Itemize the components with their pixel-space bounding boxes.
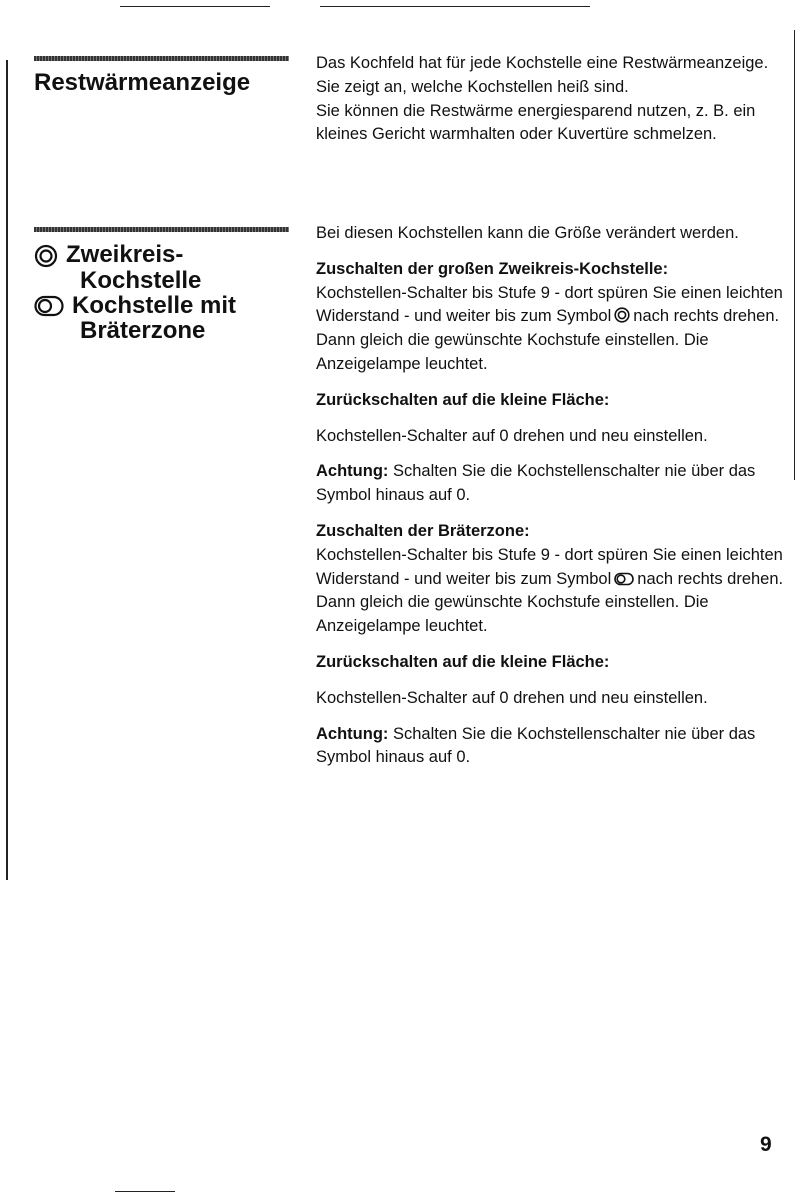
heading-text: Kochstelle: [80, 266, 202, 294]
heading-zweikreis-kochstelle: [34, 242, 236, 343]
scan-edge-left: [6, 60, 8, 880]
heading-text: Kochstelle mit: [72, 291, 237, 319]
paragraph: Kochstellen-Schalter bis Stufe 9 - dort spüren Sie einen leichten Widerstand - und weiter bis zum Symbol nach rechts drehen. Dann gleich die gewünschte Kochstufe einstellen. Die Anzeigelampe leuchtet.: [316, 545, 784, 636]
zweikreis-text: [316, 222, 786, 770]
warning-paragraph: Achtung: Schalten Sie die Kochstellenschalter nie über das Symbol hinaus auf 0.: [316, 724, 756, 767]
scan-edge-top: [120, 6, 270, 7]
subheading: Zurückschalten auf die kleine Fläche:: [316, 652, 610, 671]
heading-restwaermeanzeige: [34, 70, 250, 95]
dual-circuit-symbol-icon: [614, 307, 630, 323]
subheading: Zuschalten der Bräterzone:: [316, 521, 530, 540]
scan-edge-bottom: [115, 1191, 175, 1192]
scan-edge-top-right: [320, 6, 590, 7]
section-divider-restwaerme: [34, 56, 289, 61]
paragraph: Kochstellen-Schalter bis Stufe 9 - dort spüren Sie einen leichten Widerstand - und weiter bis zum Symbol nach rechts drehen. Dann gleich die gewünschte Kochstufe einstellen. Die Anzeigelampe leuchtet.: [316, 283, 783, 373]
subheading: Zurückschalten auf die kleine Fläche:: [316, 390, 610, 409]
paragraph: Sie können die Restwärme energiesparend nutzen, z. B. ein kleines Gericht warmhalten oder Kuvertüre schmelzen.: [316, 101, 756, 144]
scan-edge-right: [794, 30, 795, 480]
warning-paragraph: Achtung: Schalten Sie die Kochstellenschalter nie über das Symbol hinaus auf 0.: [316, 462, 756, 505]
intro-paragraph: Bei diesen Kochstellen kann die Größe verändert werden.: [316, 224, 739, 242]
restwaerme-text: [316, 52, 786, 147]
dual-circuit-symbol-icon: [34, 244, 58, 268]
paragraph: Kochstellen-Schalter auf 0 drehen und neu einstellen.: [316, 688, 708, 707]
roasting-zone-symbol-icon: [34, 295, 64, 317]
heading-text: Restwärmeanzeige: [34, 69, 251, 96]
paragraph: Das Kochfeld hat für jede Kochstelle eine Restwärmeanzeige. Sie zeigt an, welche Kochstellen heiß sind.: [316, 54, 769, 96]
heading-text: Bräterzone: [80, 316, 206, 344]
subheading: Zuschalten der großen Zweikreis-Kochstelle:: [316, 259, 669, 278]
roasting-zone-symbol-icon: [614, 572, 634, 586]
heading-text: Zweikreis-: [66, 241, 184, 268]
paragraph: Kochstellen-Schalter auf 0 drehen und neu einstellen.: [316, 426, 708, 445]
page-number: 9: [760, 1133, 772, 1156]
section-divider-zweikreis: [34, 227, 289, 232]
